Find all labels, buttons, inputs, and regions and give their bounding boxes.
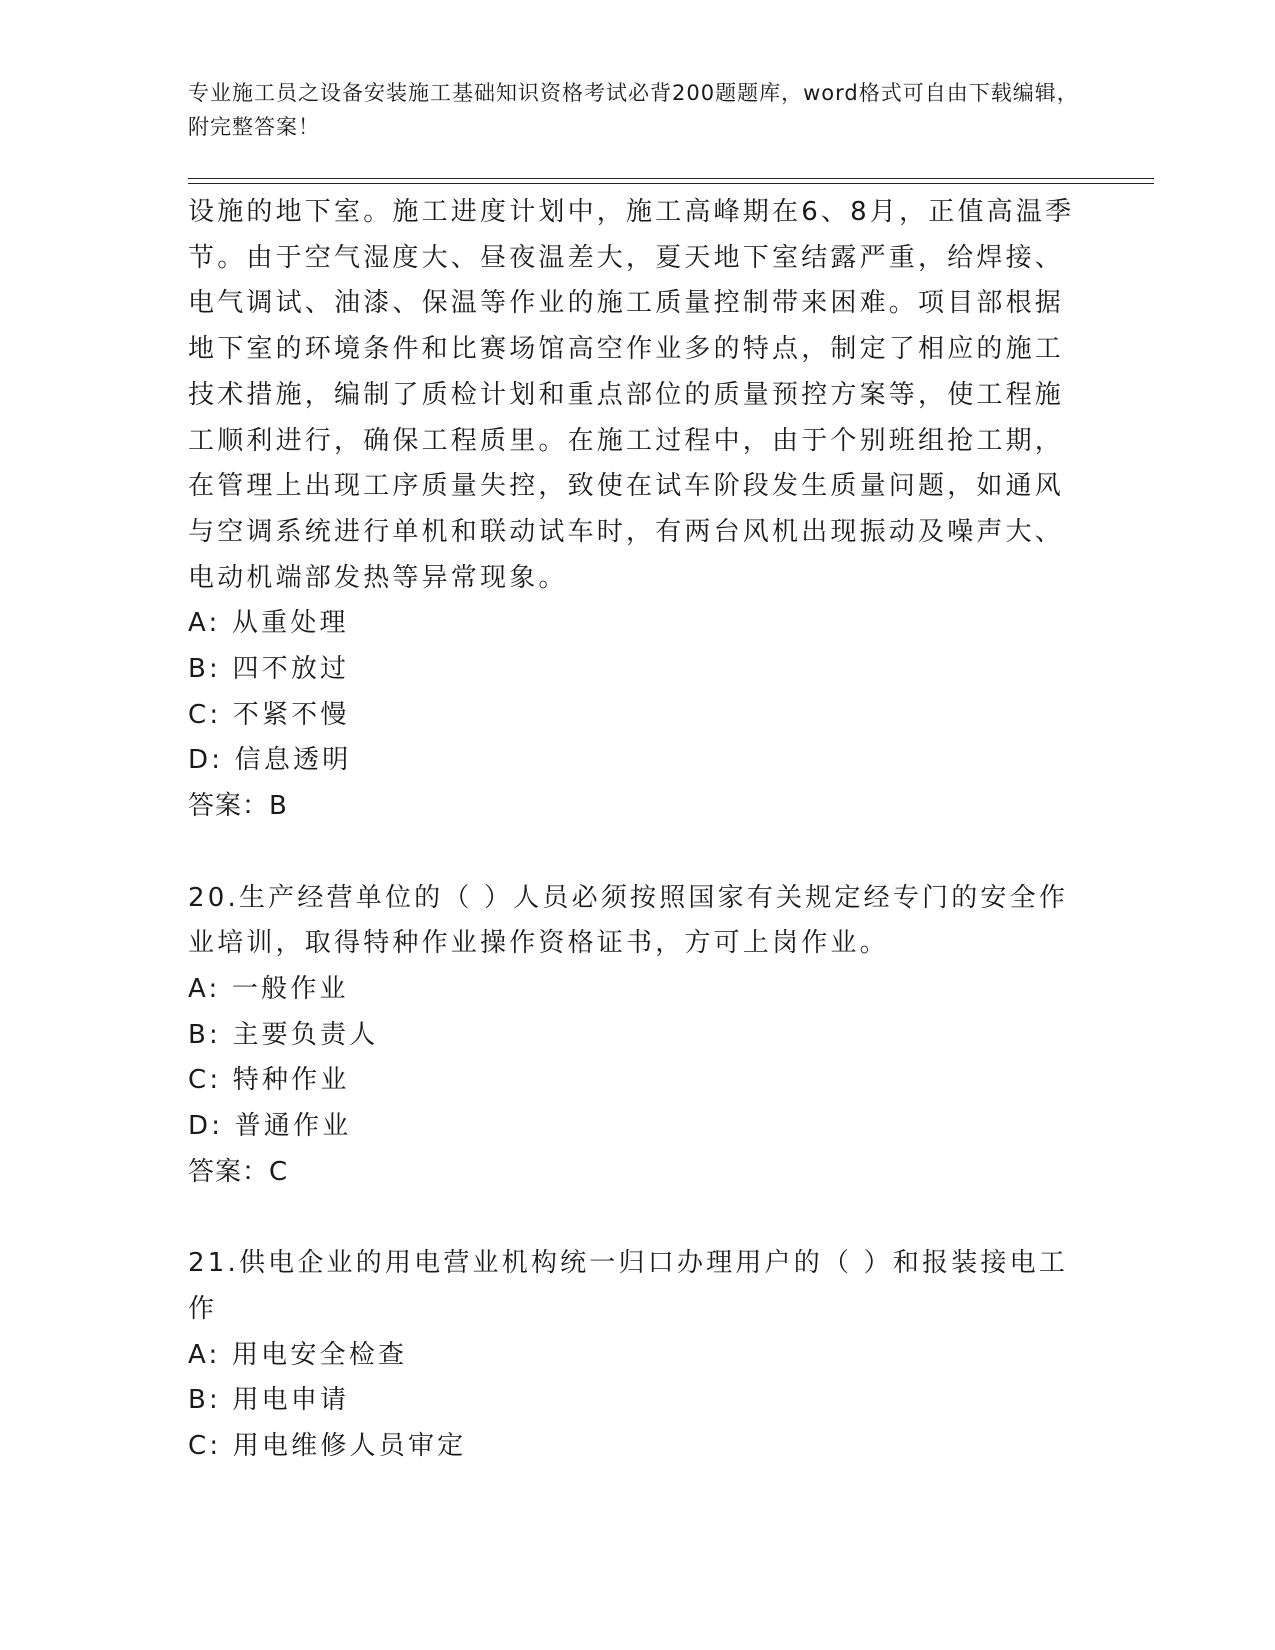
option-a: A: 从重处理 bbox=[188, 608, 349, 639]
header-rule-top bbox=[188, 178, 1154, 179]
option-b: B: 主要负责人 bbox=[188, 1019, 379, 1050]
option-c: C: 用电维修人员审定 bbox=[188, 1430, 467, 1461]
question-stem: 21.供电企业的用电营业机构统一归口办理用户的（ ）和报装接电工作 bbox=[188, 1248, 1069, 1324]
option-d: D: 普通作业 bbox=[188, 1111, 352, 1142]
option-d: D: 信息透明 bbox=[188, 745, 352, 776]
answer-line: 答案：C bbox=[188, 1156, 289, 1187]
document-header: 专业施工员之设备安装施工基础知识资格考试必背200题题库，word格式可自由下载编辑，附完整答案！ bbox=[188, 81, 1079, 139]
option-a: A: 用电安全检查 bbox=[188, 1339, 408, 1370]
question-21 bbox=[188, 1241, 1088, 1470]
option-c: C: 不紧不慢 bbox=[188, 699, 350, 730]
question-19 bbox=[188, 190, 1088, 830]
option-b: B: 用电申请 bbox=[188, 1385, 350, 1416]
question-gap bbox=[188, 1195, 1088, 1241]
question-gap bbox=[188, 830, 1088, 876]
question-20 bbox=[188, 876, 1088, 1196]
option-b: B: 四不放过 bbox=[188, 654, 350, 685]
question-stem: 设施的地下室。施工进度计划中，施工高峰期在6、8月，正值高温季节。由于空气湿度大、昼夜温差大，夏天地下室结露严重，给焊接、电气调试、油漆、保温等作业的施工质量控制带来困难。项目部根据地下室的环境条件和比赛场馆高空作业多的特点，制定了相应的施工技术措施，编制了质检计划和重点部位的质量预控方案等，使工程施工顺利进行，确保工程质里。在施工过程中，由于个别班组抢工期，在管理上出现工序质量失控，致使在试车阶段发生质量问题，如通风与空调系统进行单机和联动试车时，有两台风机出现振动及噪声大、电动机端部发热等异常现象。 bbox=[188, 197, 1075, 593]
answer-line: 答案：B bbox=[188, 791, 288, 822]
option-c: C: 特种作业 bbox=[188, 1065, 350, 1096]
question-stem: 20.生产经营单位的（ ）人员必须按照国家有关规定经专门的安全作业培训，取得特种作业操作资格证书，方可上岗作业。 bbox=[188, 882, 1069, 959]
option-a: A: 一般作业 bbox=[188, 973, 349, 1004]
header-rule-bottom bbox=[188, 183, 1154, 184]
document-body bbox=[188, 190, 1088, 1470]
